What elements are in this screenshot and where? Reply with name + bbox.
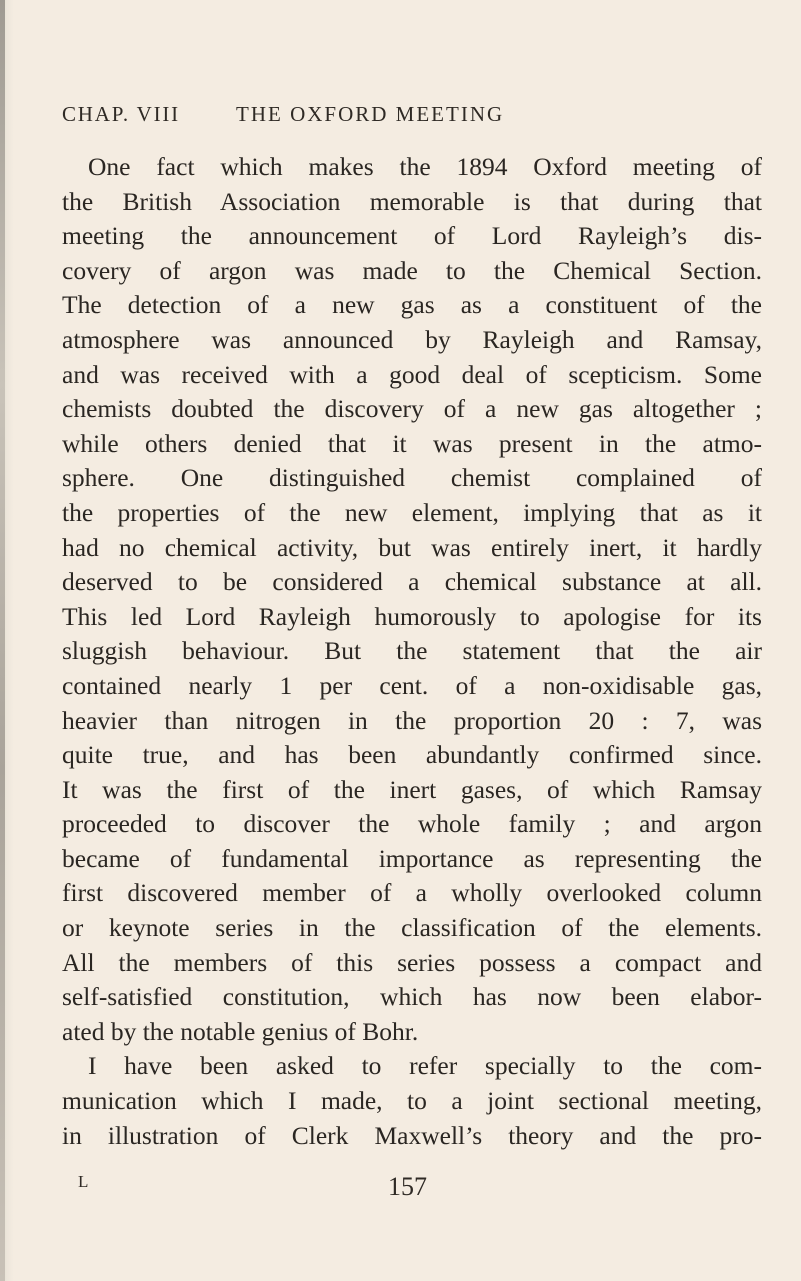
text-line: All the members of this series possess a compact and [62, 947, 762, 977]
text-line: This led Lord Rayleigh humorously to apologise for its [62, 601, 762, 631]
text-line: covery of argon was made to the Chemical Section. [62, 255, 762, 285]
text-line: self-satisfied constitution, which has now been elabor- [62, 982, 762, 1012]
text-line: proceeded to discover the whole family ; and argon [62, 809, 762, 839]
text-line: deserved to be considered a chemical substance at all. [62, 567, 762, 597]
running-head [62, 102, 762, 132]
text-line: chemists doubted the discovery of a new gas altogether ; [62, 394, 762, 424]
text-line: and was received with a good deal of scepticism. Some [62, 359, 762, 389]
page-binding-edge [0, 0, 5, 1281]
text-line: It was the first of the inert gases, of which Ramsay [62, 774, 762, 804]
text-line: first discovered member of a wholly overlooked column [62, 878, 762, 908]
body-text [62, 150, 762, 1153]
text-line: atmosphere was announced by Rayleigh and Ramsay, [62, 324, 762, 354]
text-line: contained nearly 1 per cent. of a non-oxidisable gas, [62, 670, 762, 700]
paragraph-2 [62, 1049, 762, 1153]
signature-mark: L [78, 1172, 90, 1191]
chapter-label: CHAP. VIII [62, 102, 180, 126]
text-line: or keynote series in the classification of the elements. [62, 913, 762, 943]
chapter-title: THE OXFORD MEETING [236, 102, 505, 126]
text-line: heavier than nitrogen in the proportion 20 : 7, was [62, 705, 762, 735]
text-line: the British Association memorable is that during that [62, 186, 762, 216]
text-line: quite true, and has been abundantly confirmed since. [62, 740, 762, 770]
text-line: the properties of the new element, implying that as it [62, 497, 762, 527]
text-line: meeting the announcement of Lord Rayleigh’s dis- [62, 221, 762, 251]
text-line: munication which I made, to a joint sectional meeting, [62, 1086, 762, 1116]
text-line: sphere. One distinguished chemist complained of [62, 463, 762, 493]
text-line: had no chemical activity, but was entirely inert, it hardly [62, 532, 762, 562]
text-line: ated by the notable genius of Bohr. [62, 1016, 419, 1046]
paragraph-1 [62, 150, 762, 1049]
page-footer [62, 1172, 762, 1208]
page-number: 157 [388, 1172, 427, 1201]
text-line: became of fundamental importance as representing the [62, 843, 762, 873]
text-line: I have been asked to refer specially to the com- [88, 1051, 762, 1081]
text-line: in illustration of Clerk Maxwell’s theory and the pro- [62, 1120, 762, 1150]
text-line: The detection of a new gas as a constituent of the [62, 290, 762, 320]
text-line: while others denied that it was present in the atmo- [62, 428, 762, 458]
text-line: sluggish behaviour. But the statement that the air [62, 636, 762, 666]
text-line: One fact which makes the 1894 Oxford meeting of [88, 152, 762, 181]
